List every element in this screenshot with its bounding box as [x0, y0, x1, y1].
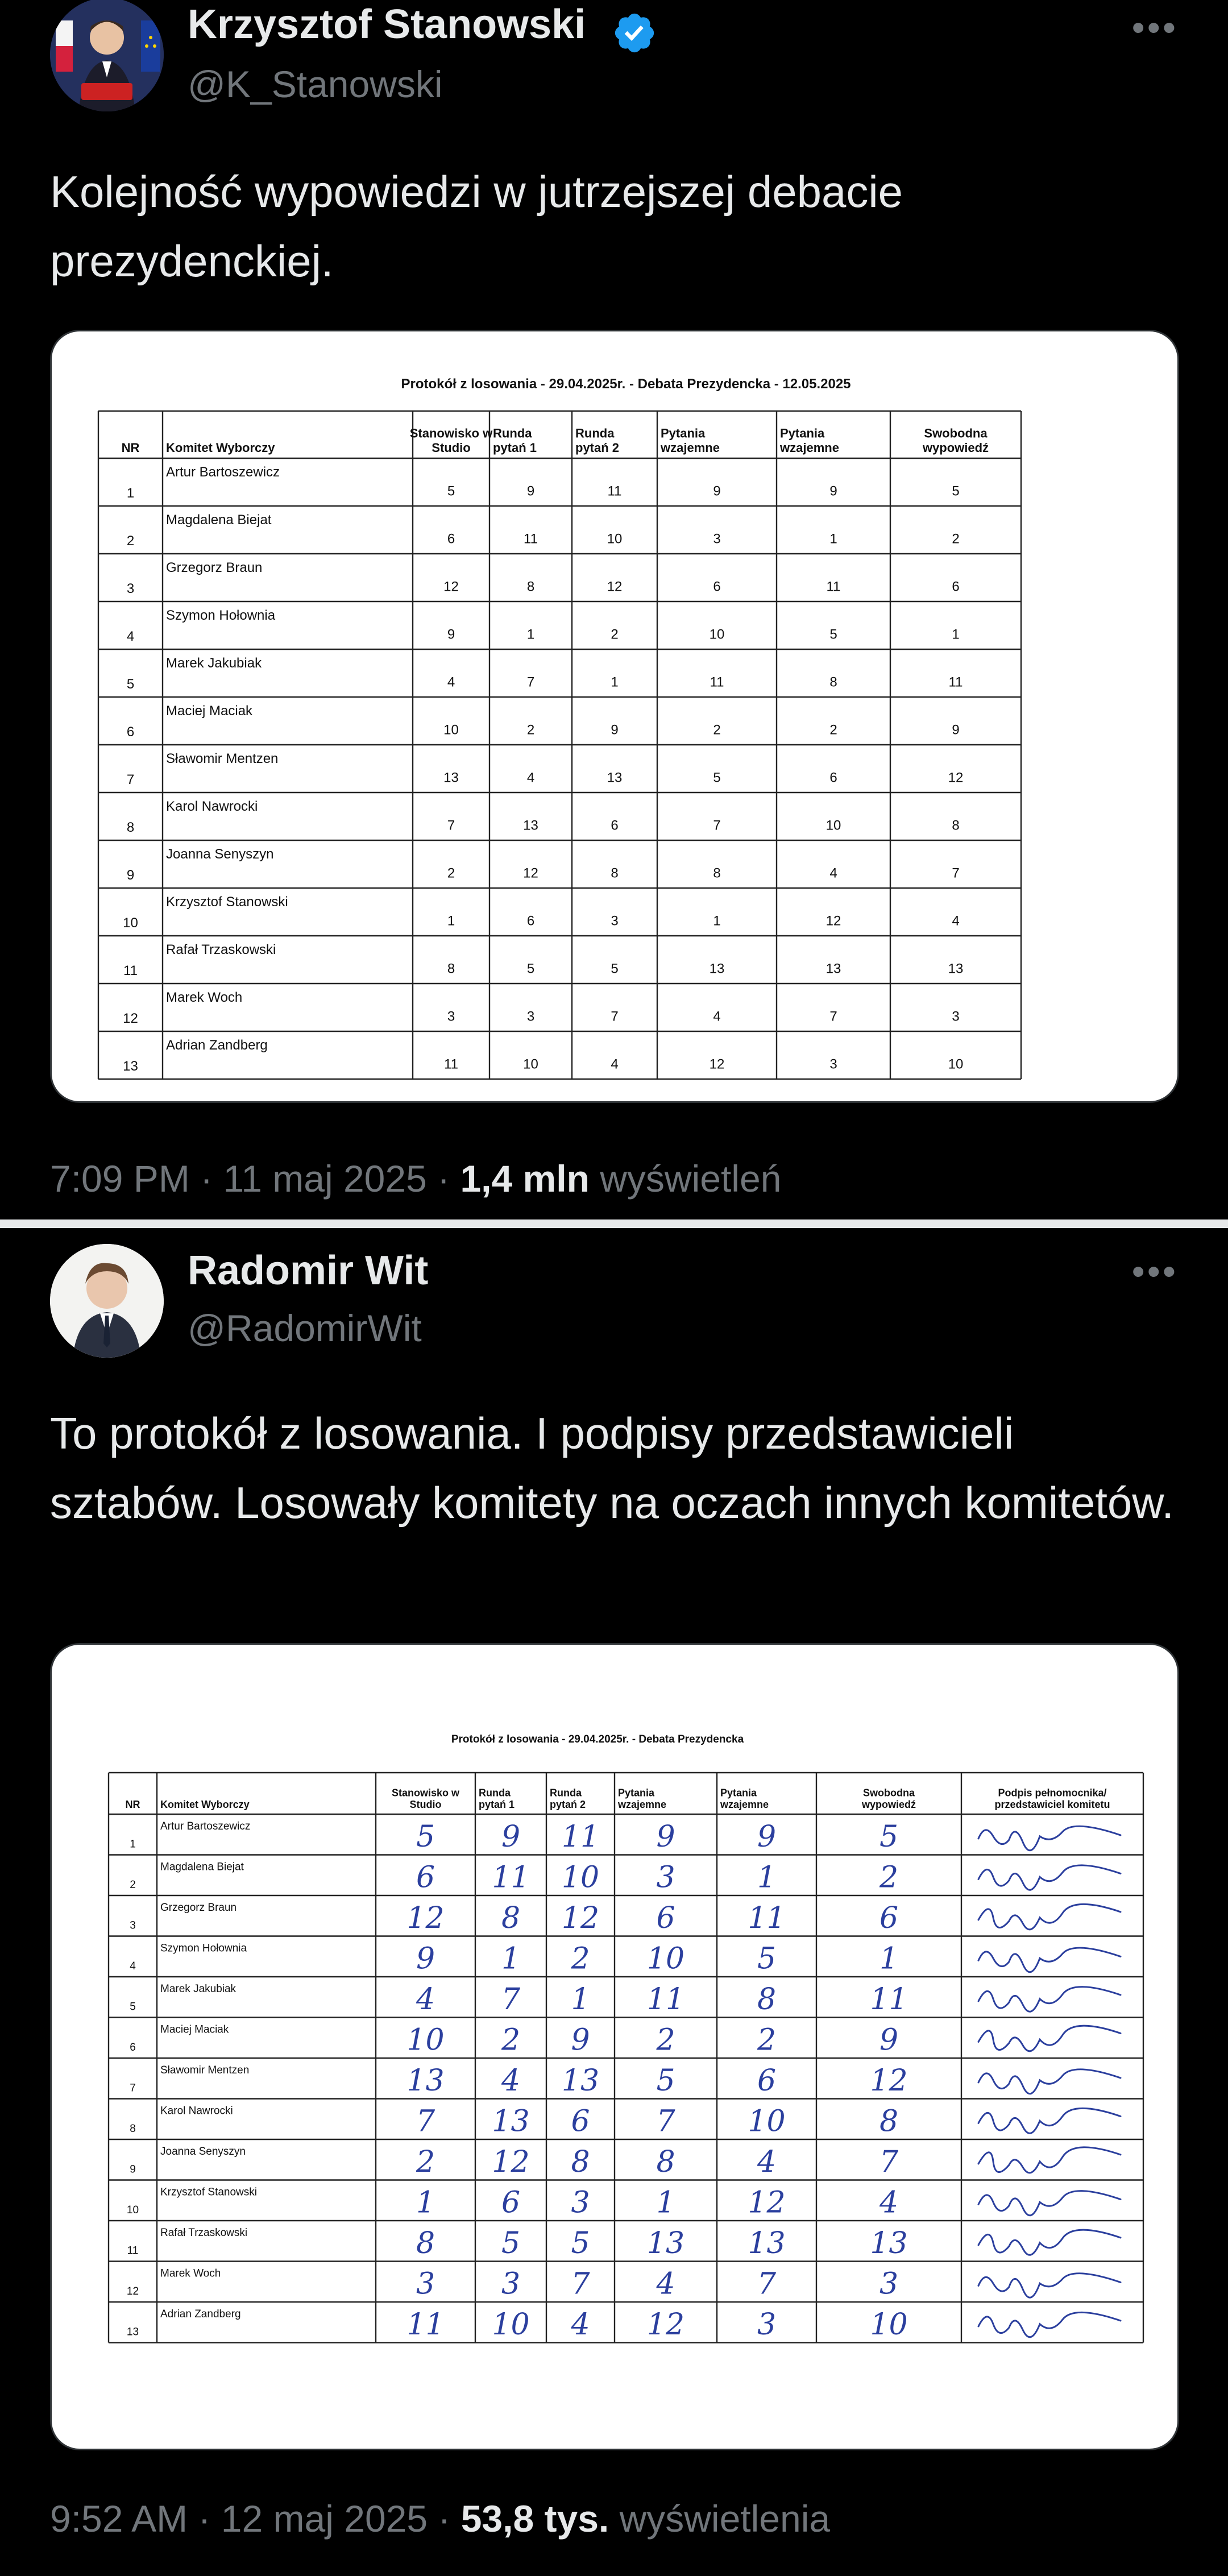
cell-value: 2 — [656, 2023, 675, 2058]
cell-value: 12 — [825, 913, 841, 929]
cell-value: 6 — [501, 2185, 521, 2220]
cell-value: 3 — [879, 2267, 899, 2301]
cell-value: 5 — [879, 1820, 899, 1855]
cell-value: 5 — [713, 770, 721, 786]
cell-value: 7 — [879, 2145, 899, 2180]
tweet-divider — [0, 1219, 1228, 1228]
tweet-timestamp[interactable]: 9:52 AM · 12 maj 2025 · — [50, 2498, 461, 2540]
column-header: Runda pytań 1 — [479, 1787, 515, 1810]
cell-value: 12 — [492, 2145, 530, 2180]
cell-value: 3 — [829, 1056, 837, 1072]
cell-value: 4 — [611, 1056, 619, 1072]
cell-value: 8 — [571, 2145, 590, 2180]
cell-value: 13 — [748, 2226, 786, 2261]
cell-value: 11 — [406, 2308, 445, 2342]
cell-value: 10 — [406, 2023, 445, 2058]
cell-value: 3 — [952, 1009, 960, 1024]
row-number: 4 — [130, 1960, 136, 1973]
signature — [978, 2191, 1121, 2216]
committee-name: Marek Jakubiak — [160, 1983, 237, 1996]
cell-value: 1 — [416, 2185, 435, 2220]
tweet-stanowski — [0, 0, 1228, 1219]
cell-value: 6 — [829, 770, 837, 786]
view-count: 1,4 mln — [460, 1158, 590, 1200]
cell-value: 7 — [656, 2104, 675, 2139]
cell-value: 11 — [710, 674, 724, 690]
committee-name: Krzysztof Stanowski — [166, 894, 288, 910]
cell-value: 2 — [447, 865, 455, 881]
cell-value: 11 — [524, 531, 538, 547]
cell-value: 4 — [713, 1009, 721, 1024]
cell-value: 13 — [948, 961, 964, 977]
cell-value: 3 — [757, 2308, 777, 2342]
cell-value: 7 — [611, 1009, 619, 1024]
cell-value: 2 — [416, 2145, 435, 2180]
row-number: 6 — [126, 724, 135, 740]
cell-value: 1 — [879, 1942, 899, 1976]
committee-name: Adrian Zandberg — [160, 2308, 241, 2321]
cell-value: 11 — [948, 674, 963, 690]
cell-value: 4 — [757, 2145, 777, 2180]
author-handle[interactable]: @RadomirWit — [188, 1307, 422, 1349]
row-number: 8 — [130, 2123, 136, 2135]
cell-value: 6 — [571, 2104, 590, 2139]
row-number: 3 — [130, 1919, 136, 1932]
cell-value: 3 — [447, 1009, 455, 1024]
cell-value: 9 — [757, 1820, 777, 1855]
committee-name: Szymon Hołownia — [160, 1942, 247, 1955]
tweet-wit — [0, 1228, 1228, 2576]
column-header: Stanowisko w Studio — [409, 426, 493, 455]
more-options-icon[interactable]: ••• — [1131, 1250, 1178, 1292]
row-number: 5 — [130, 2001, 136, 2013]
committee-name: Marek Woch — [166, 989, 243, 1005]
cell-value: 7 — [501, 1982, 521, 2017]
cell-value: 5 — [757, 1942, 777, 1976]
signature — [978, 1948, 1121, 1972]
cell-value: 7 — [713, 818, 721, 833]
more-options-icon[interactable]: ••• — [1131, 6, 1178, 48]
cell-value: 13 — [825, 961, 841, 977]
cell-value: 4 — [656, 2267, 675, 2301]
cell-value: 13 — [646, 2226, 685, 2261]
cell-value: 10 — [709, 627, 725, 642]
avatar[interactable] — [50, 0, 164, 111]
row-number: 6 — [130, 2042, 136, 2054]
cell-value: 8 — [829, 674, 837, 690]
cell-value: 4 — [571, 2308, 590, 2342]
row-number: 9 — [126, 867, 135, 883]
cell-value: 11 — [492, 1860, 530, 1895]
cell-value: 7 — [416, 2104, 435, 2139]
views-label: wyświetleń — [589, 1158, 782, 1200]
committee-name: Magdalena Biejat — [166, 512, 272, 528]
column-header: NR — [125, 1799, 140, 1810]
cell-value: 11 — [826, 579, 841, 595]
signature — [978, 2108, 1121, 2133]
column-header: Pytania wzajemne — [720, 1787, 769, 1810]
cell-value: 8 — [713, 865, 721, 881]
cell-value: 1 — [656, 2185, 675, 2220]
row-number: 12 — [126, 2285, 139, 2298]
document-title: Protokół z losowania - 29.04.2025r. - Debata Prezydencka — [451, 1733, 744, 1745]
view-count: 53,8 tys. — [460, 2498, 609, 2540]
signature — [978, 1904, 1121, 1929]
cell-value: 8 — [611, 865, 619, 881]
committee-name: Karol Nawrocki — [160, 2105, 233, 2117]
cell-value: 13 — [709, 961, 725, 977]
row-number: 8 — [126, 819, 135, 835]
cell-value: 10 — [825, 818, 841, 833]
committee-name: Szymon Hołownia — [166, 607, 276, 623]
cell-value: 6 — [611, 818, 619, 833]
signature — [978, 2312, 1121, 2337]
column-header: Komitet Wyborczy — [160, 1799, 250, 1810]
row-number: 12 — [123, 1010, 138, 1026]
signature — [978, 1865, 1121, 1890]
cell-value: 12 — [709, 1056, 725, 1072]
committee-name: Adrian Zandberg — [166, 1037, 268, 1053]
cell-value: 3 — [501, 2267, 521, 2301]
cell-value: 13 — [443, 770, 459, 786]
cell-value: 9 — [526, 483, 535, 499]
row-number: 7 — [130, 2082, 136, 2094]
row-number: 11 — [123, 963, 138, 978]
cell-value: 9 — [501, 1820, 521, 1855]
column-header: Swobodna wypowiedź — [922, 426, 989, 455]
cell-value: 1 — [757, 1860, 777, 1895]
document-title: Protokół z losowania - 29.04.2025r. - Debata Prezydencka - 12.05.2025 — [401, 376, 851, 392]
committee-name: Grzegorz Braun — [166, 559, 263, 575]
views-label: wyświetlenia — [609, 2498, 831, 2540]
signature — [978, 1826, 1121, 1851]
cell-value: 11 — [646, 1982, 685, 2017]
cell-value: 6 — [879, 1901, 899, 1936]
cell-value: 10 — [523, 1056, 538, 1072]
tweet-text: Kolejność wypowiedzi w jutrzejszej debacie prezydenckiej. — [50, 167, 903, 286]
cell-value: 8 — [952, 818, 960, 833]
cell-value: 13 — [523, 818, 538, 833]
cell-value: 13 — [607, 770, 623, 786]
row-number: 7 — [126, 771, 135, 787]
cell-value: 1 — [829, 531, 837, 547]
cell-value: 2 — [713, 722, 721, 738]
author-handle[interactable]: @K_Stanowski — [188, 63, 443, 105]
cell-value: 5 — [611, 961, 619, 977]
signature — [978, 2069, 1121, 2094]
cell-value: 7 — [571, 2267, 590, 2301]
cell-value: 9 — [829, 483, 837, 499]
cell-value: 4 — [829, 865, 837, 881]
row-number: 11 — [127, 2245, 139, 2257]
avatar[interactable] — [50, 1244, 164, 1358]
committee-name: Magdalena Biejat — [160, 1861, 244, 1873]
cell-value: 2 — [829, 722, 837, 738]
cell-value: 6 — [526, 913, 535, 929]
cell-value: 7 — [829, 1009, 837, 1024]
row-number: 9 — [130, 2163, 136, 2176]
committee-name: Maciej Maciak — [160, 2023, 229, 2036]
cell-value: 6 — [713, 579, 721, 595]
column-header: Runda pytań 1 — [493, 426, 537, 455]
cell-value: 9 — [879, 2023, 899, 2058]
cell-value: 12 — [748, 2185, 786, 2220]
committee-name: Rafał Trzaskowski — [166, 941, 276, 957]
column-header: Podpis pełnomocnika/ przedstawiciel komitetu — [994, 1787, 1110, 1810]
author-name[interactable]: Krzysztof Stanowski — [188, 2, 586, 47]
cell-value: 3 — [571, 2185, 590, 2220]
signature — [978, 2026, 1121, 2051]
cell-value: 12 — [523, 865, 538, 881]
cell-value: 9 — [416, 1942, 435, 1976]
cell-value: 5 — [571, 2226, 590, 2261]
cell-value: 3 — [416, 2267, 435, 2301]
committee-name: Marek Woch — [160, 2267, 221, 2280]
protocol-document — [52, 331, 1177, 1101]
row-number: 10 — [126, 2204, 139, 2217]
cell-value: 10 — [492, 2308, 530, 2342]
committee-name: Rafał Trzaskowski — [160, 2227, 248, 2239]
cell-value: 9 — [952, 722, 960, 738]
committee-name: Krzysztof Stanowski — [160, 2186, 257, 2198]
cell-value: 7 — [447, 818, 455, 833]
cell-value: 1 — [571, 1982, 590, 2017]
cell-value: 12 — [607, 579, 623, 595]
cell-value: 13 — [406, 2064, 445, 2098]
signature — [978, 2274, 1121, 2298]
committee-name: Sławomir Mentzen — [160, 2064, 250, 2077]
signature — [978, 1987, 1121, 2012]
cell-value: 13 — [870, 2226, 908, 2261]
committee-name: Sławomir Mentzen — [166, 750, 279, 766]
cell-value: 11 — [870, 1982, 908, 2017]
cell-value: 8 — [656, 2145, 675, 2180]
cell-value: 10 — [443, 722, 459, 738]
row-number: 2 — [126, 533, 135, 549]
cell-value: 3 — [526, 1009, 535, 1024]
verified-badge-icon — [612, 10, 657, 56]
committee-name: Maciej Maciak — [166, 703, 253, 719]
cell-value: 2 — [526, 722, 535, 738]
committee-name: Artur Bartoszewicz — [166, 464, 280, 480]
row-number: 5 — [126, 676, 135, 692]
cell-value: 5 — [829, 627, 837, 642]
cell-value: 12 — [443, 579, 459, 595]
cell-value: 2 — [571, 1942, 590, 1976]
row-number: 13 — [123, 1058, 138, 1074]
author-name[interactable]: Radomir Wit — [188, 1248, 429, 1293]
cell-value: 7 — [526, 674, 535, 690]
cell-value: 8 — [447, 961, 455, 977]
cell-value: 1 — [501, 1942, 521, 1976]
cell-value: 7 — [757, 2267, 777, 2301]
protocol-document-signed — [52, 1645, 1177, 2449]
cell-value: 9 — [447, 627, 455, 642]
cell-value: 1 — [447, 913, 455, 929]
cell-value: 6 — [416, 1860, 435, 1895]
cell-value: 5 — [416, 1820, 435, 1855]
cell-value: 4 — [447, 674, 455, 690]
cell-value: 10 — [748, 2104, 786, 2139]
cell-value: 9 — [611, 722, 619, 738]
cell-value: 1 — [713, 913, 721, 929]
committee-name: Joanna Senyszyn — [166, 846, 274, 862]
row-number: 1 — [126, 485, 135, 501]
cell-value: 3 — [656, 1860, 675, 1895]
row-number: 13 — [126, 2326, 139, 2338]
column-header: Swobodna wypowiedź — [861, 1787, 916, 1810]
cell-value: 4 — [526, 770, 535, 786]
cell-value: 9 — [713, 483, 721, 499]
row-number: 1 — [130, 1838, 136, 1851]
signature — [978, 2230, 1121, 2255]
cell-value: 3 — [611, 913, 619, 929]
cell-value: 5 — [952, 483, 960, 499]
cell-value: 8 — [501, 1901, 521, 1936]
cell-value: 2 — [879, 1860, 899, 1895]
signature — [978, 2147, 1121, 2173]
row-number: 3 — [126, 580, 135, 596]
cell-value: 6 — [447, 531, 455, 547]
cell-value: 4 — [879, 2185, 899, 2220]
cell-value: 3 — [713, 531, 721, 547]
committee-name: Karol Nawrocki — [166, 798, 258, 814]
cell-value: 10 — [561, 1860, 600, 1895]
cell-value: 7 — [952, 865, 960, 881]
cell-value: 2 — [952, 531, 960, 547]
tweet-image[interactable] — [50, 1643, 1179, 2450]
cell-value: 11 — [748, 1901, 786, 1936]
cell-value: 4 — [952, 913, 960, 929]
cell-value: 1 — [611, 674, 619, 690]
cell-value: 8 — [757, 1982, 777, 2017]
cell-value: 8 — [416, 2226, 435, 2261]
cell-value: 2 — [501, 2023, 521, 2058]
cell-value: 4 — [501, 2064, 521, 2098]
tweet-image[interactable] — [50, 330, 1179, 1103]
column-header: Stanowisko w Studio — [391, 1787, 460, 1810]
tweet-meta — [50, 1157, 781, 1200]
column-header: Komitet Wyborczy — [166, 441, 275, 455]
column-header: Pytania wzajemne — [618, 1787, 667, 1810]
cell-value: 8 — [526, 579, 535, 595]
cell-value: 12 — [406, 1901, 445, 1936]
cell-value: 2 — [611, 627, 619, 642]
cell-value: 13 — [492, 2104, 530, 2139]
cell-value: 6 — [757, 2064, 777, 2098]
cell-value: 11 — [607, 483, 622, 499]
cell-value: 10 — [870, 2308, 908, 2342]
cell-value: 5 — [526, 961, 535, 977]
cell-value: 13 — [561, 2064, 600, 2098]
cell-value: 10 — [646, 1942, 685, 1976]
cell-value: 10 — [948, 1056, 964, 1072]
column-header: Pytania wzajemne — [661, 426, 720, 455]
committee-name: Artur Bartoszewicz — [160, 1820, 251, 1833]
cell-value: 10 — [607, 531, 623, 547]
cell-value: 6 — [952, 579, 960, 595]
cell-value: 9 — [656, 1820, 675, 1855]
cell-value: 5 — [656, 2064, 675, 2098]
cell-value: 8 — [879, 2104, 899, 2139]
cell-value: 12 — [948, 770, 964, 786]
cell-value: 12 — [646, 2308, 685, 2342]
row-number: 10 — [123, 915, 138, 931]
row-number: 4 — [126, 628, 135, 644]
cell-value: 9 — [571, 2023, 590, 2058]
cell-value: 5 — [501, 2226, 521, 2261]
cell-value: 6 — [656, 1901, 675, 1936]
row-number: 2 — [130, 1879, 136, 1891]
cell-value: 1 — [952, 627, 960, 642]
cell-value: 12 — [870, 2064, 908, 2098]
cell-value: 4 — [416, 1982, 435, 2017]
tweet-timestamp[interactable]: 7:09 PM · 11 maj 2025 · — [50, 1158, 460, 1200]
column-header: Runda pytań 2 — [575, 426, 620, 455]
cell-value: 2 — [757, 2023, 777, 2058]
tweet-text: To protokół z losowania. I podpisy przedstawicieli sztabów. Losowały komitety na oczach innych komitetów. — [50, 1408, 1174, 1528]
cell-value: 1 — [526, 627, 535, 642]
column-header: NR — [121, 441, 140, 455]
column-header: Runda pytań 2 — [550, 1787, 586, 1810]
committee-name: Joanna Senyszyn — [160, 2146, 246, 2158]
column-header: Pytania wzajemne — [780, 426, 839, 455]
committee-name: Grzegorz Braun — [160, 1902, 237, 1914]
cell-value: 5 — [447, 483, 455, 499]
tweet-meta — [50, 2497, 830, 2540]
cell-value: 11 — [561, 1820, 600, 1855]
committee-name: Marek Jakubiak — [166, 655, 262, 671]
cell-value: 12 — [561, 1901, 600, 1936]
cell-value: 11 — [444, 1056, 458, 1072]
